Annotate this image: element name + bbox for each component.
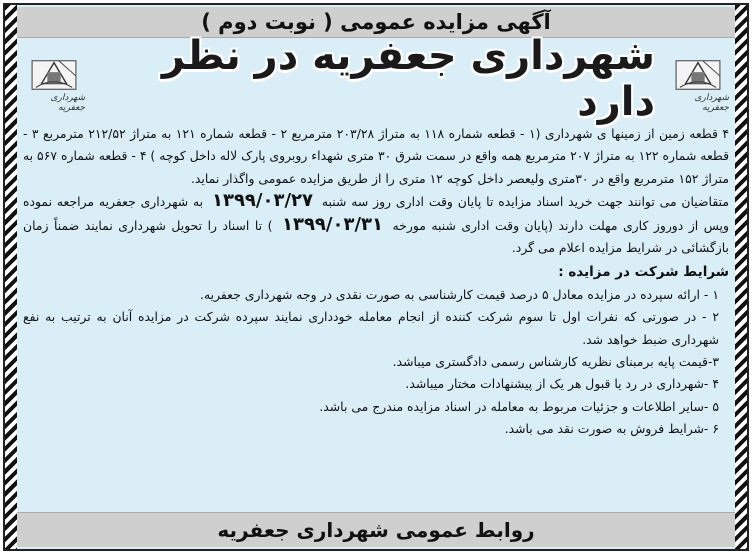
- deadline-text-c: ) تا اسناد را تحویل شهرداری نمایند ضمناً زمان بازگشائی در شرایط مزایده اعلام می گرد.: [23, 217, 729, 256]
- logo-emblem-icon: [29, 55, 79, 95]
- municipality-logo-left: [23, 55, 85, 113]
- headline: [97, 33, 655, 125]
- notice-text: [23, 123, 729, 441]
- purchase-deadline-date: ۱۳۹۹/۰۳/۲۷: [211, 190, 314, 212]
- notice-title: آگهی مزایده عمومی ( نوبت دوم ): [201, 10, 551, 34]
- logo-text: شهرداری جعفریه: [694, 93, 729, 113]
- condition-item: ۴ -شهرداری در رد یا قبول هر یک از پیشنهادات مختار میباشد.: [405, 376, 719, 392]
- footer-text: روابط عمومی شهرداری جعفریه: [217, 518, 535, 542]
- deadline-text-a: متقاضیان می توانند جهت خرید اسناد مزایده تا پایان وقت اداری روز سه شنبه: [321, 194, 729, 210]
- logo-emblem-icon: [673, 55, 723, 95]
- logo-text: شهرداری جعفریه: [50, 93, 85, 113]
- paragraph-deadline: [23, 190, 729, 259]
- condition-item: ۱ - ارائه سپرده در مزایده معادل ۵ درصد قیمت کارشناسی به صورت نقدی در وجه شهرداری جعفریه.: [200, 286, 719, 302]
- headline-text: شهرداری جعفریه در نظر دارد: [161, 33, 655, 125]
- condition-item: ۳-قیمت پایه برمبنای نظریه کارشناس رسمی دادگستری میباشد.: [392, 354, 719, 370]
- right-border-stripe: [735, 5, 747, 549]
- notice-frame: [3, 3, 749, 551]
- conditions-heading: شرایط شرکت در مزایده :: [558, 264, 729, 281]
- condition-item: ۲ - در صورتی که نفرات اول تا سوم شرکت کننده از انجام معامله خودداری نمایند سپرده شرکت در مزایده آنان به ترتیب به نفع شهرداری ضبط خواهد شد.: [23, 309, 719, 347]
- condition-item: ۵ -سایر اطلاعات و جزئیات مربوط به معامله در اسناد مزایده مندرج می باشد.: [319, 398, 719, 414]
- paragraph-lands: ۴ قطعه زمین از زمینها ی شهرداری (۱ - قطعه شماره ۱۱۸ به متراژ ۲۰۳/۲۸ مترمربع ۲ - قطعه شماره ۱۲۱ به متراژ ۲۱۲/۵۲ مترمربع ۳ - قطعه شماره ۱۲۲ به متراژ ۲۰۷ مترمربع همه واقع در سمت شرق ۳۰ متری شهداء روبروی پارک لاله داخل کوچه ) ۴ - قطعه شماره ۵۶۷ به متراژ ۱۵۲ مترمربع واقع در ۳۰متری ولیعصر داخل کوچه ۱۲ متری را از طریق مزایده عمومی واگذار نماید.: [23, 126, 730, 186]
- notice-body: [17, 5, 735, 549]
- condition-item: ۶ -شرایط فروش به صورت نقد می باشد.: [504, 421, 719, 437]
- municipality-logo-right: [667, 55, 729, 113]
- left-border-stripe: [5, 5, 17, 549]
- deadline-text-b: به شهرداری جعفریه مراجعه نموده وپس از دوروز کاری مهلت دارند (پایان وقت اداری شنبه مورخه: [23, 194, 729, 233]
- submission-deadline-date: ۱۳۹۹/۰۳/۳۱: [281, 213, 384, 235]
- footer-banner: [17, 512, 735, 547]
